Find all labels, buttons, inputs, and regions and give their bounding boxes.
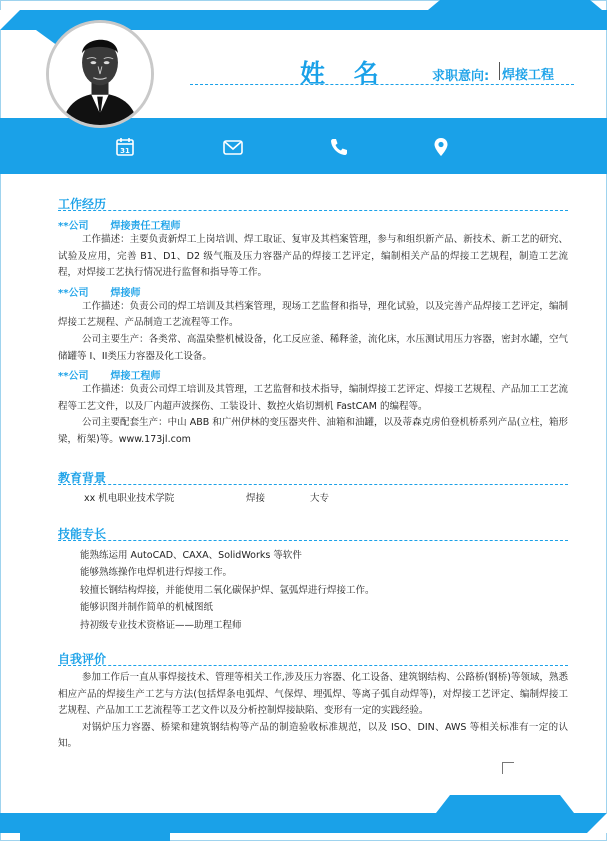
job-position: 焊接师: [110, 287, 141, 299]
footer-tab-left: [20, 833, 170, 841]
text-cursor-mark: [502, 762, 514, 774]
name-underline: [190, 84, 574, 85]
section-gap: [58, 634, 568, 648]
footer-band-notch: [587, 813, 607, 833]
job-position: 焊接责任工程师: [110, 221, 181, 232]
job-heading: [58, 217, 568, 232]
mail-icon: [222, 136, 244, 158]
resume-body: [58, 193, 568, 753]
calendar-day: 31: [120, 147, 130, 155]
self-eval-text: 对锅炉压力容器、桥梁和建筑钢结构等产品的制造验收标准规范，以及 ISO、DIN、AWS 等相关标准有一定的认知。: [58, 721, 568, 750]
work-section-title: 工作经历: [58, 197, 107, 211]
phone-icon: [328, 136, 350, 158]
education-row: [58, 491, 568, 507]
avatar: [46, 20, 154, 128]
skill-item: 较擅长钢结构焊接，并能使用二氧化碳保护焊、氩弧焊进行焊接工作。: [80, 584, 375, 596]
education-section-header: [58, 467, 568, 489]
header-tab-right: [440, 0, 590, 10]
company-products: 公司主要生产：各类常、高温染整机械设备，化工反应釜、稀释釜，流化床，水压测试用压力容器，密封水罐，空气储罐等 I、II类压力容器及化工设备。: [58, 333, 568, 362]
skills-section-title: 技能专长: [58, 526, 107, 541]
job-company: **公司: [58, 221, 89, 232]
calendar-icon: [114, 136, 136, 158]
education-school: xx 机电职业技术学院: [84, 492, 175, 504]
skill-item: 能够识图并制作简单的机械图纸: [80, 602, 214, 614]
section-gap: [58, 449, 568, 467]
header-band-notch: [0, 10, 20, 30]
location-icon: [430, 136, 452, 158]
skill-item: 持初级专业技术资格证——助理工程师: [80, 619, 242, 631]
job-heading: [58, 367, 568, 382]
portrait-photo: [49, 23, 151, 125]
skill-item: 能够熟练操作电焊机进行焊接工作。: [80, 567, 233, 579]
education-degree: 大专: [310, 492, 330, 504]
job-heading: [58, 284, 568, 299]
footer-band: [0, 813, 607, 833]
job-description: 工作描述：负责公司焊工培训及其管理，工艺监督和技术指导，编制焊接工艺评定、焊接工艺规程、产品加工工艺流程等工艺文件，以及厂内超声波探伤、工装设计、数控火焰切割机 FastCAM 的编程等。: [58, 384, 568, 412]
self-eval-section-title: 自我评价: [58, 652, 107, 667]
job-position: 焊接工程师: [110, 371, 161, 383]
work-section-header: [58, 193, 568, 215]
job-intent-label: 求职意向:: [432, 69, 490, 84]
self-eval-text: 参加工作后一直从事焊接技术、管理等相关工作,涉及压力容器、化工设备、建筑钢结构、公路桥(钢桥)等领域，熟悉相应产品的焊接生产工艺与方法(包括焊条电弧焊、气保焊、埋弧焊、等离子弧自动焊等)，对焊接工艺评定、编制焊接工艺规程、产品加工工艺流程等工艺文件以及分析控制焊接缺陷、变形有一定的实践经验。: [58, 672, 568, 717]
education-section-title: 教育背景: [58, 470, 107, 485]
candidate-name: 姓 名: [300, 59, 389, 88]
job-company: **公司: [58, 371, 89, 383]
section-gap: [58, 507, 568, 523]
footer-tab-right: [450, 795, 560, 813]
job-company: **公司: [58, 287, 89, 299]
skills-section-header: [58, 523, 568, 545]
company-products: 公司主要配套生产：中山 ABB 和广州伊林的变压器夹件、油箱和油罐，以及蒂森克虏伯登机桥系列产品(立柱，箱形梁，桁架)等。www.173jl.com: [58, 417, 568, 445]
self-eval-section-header: [58, 648, 568, 670]
skill-item: 能熟练运用 AutoCAD、CAXA、SolidWorks 等软件: [80, 549, 302, 561]
job-description: 工作描述：主要负责新焊工上岗培训、焊工取证、复审及其档案管理，参与和组织新产品、新技术、新工艺的研究、试验及应用，完善 B1、D1、D2 级气瓶及压力容器产品的焊接工艺评定，编制相关产品的焊接工艺规程，制造工艺流程，对焊接工艺执行情况进行监督和指导等工作。: [58, 234, 568, 279]
text-cursor: [499, 62, 500, 80]
skills-list: [58, 547, 568, 635]
job-description: 工作描述：负责公司的焊工培训及其档案管理，现场工艺监督和指导，理化试验，以及完善产品焊接工艺评定，编制焊接工艺规程、产品制造工艺流程等工作。: [58, 300, 568, 329]
education-major: 焊接: [246, 492, 266, 504]
job-intent-value[interactable]: 焊接工程: [502, 68, 555, 83]
